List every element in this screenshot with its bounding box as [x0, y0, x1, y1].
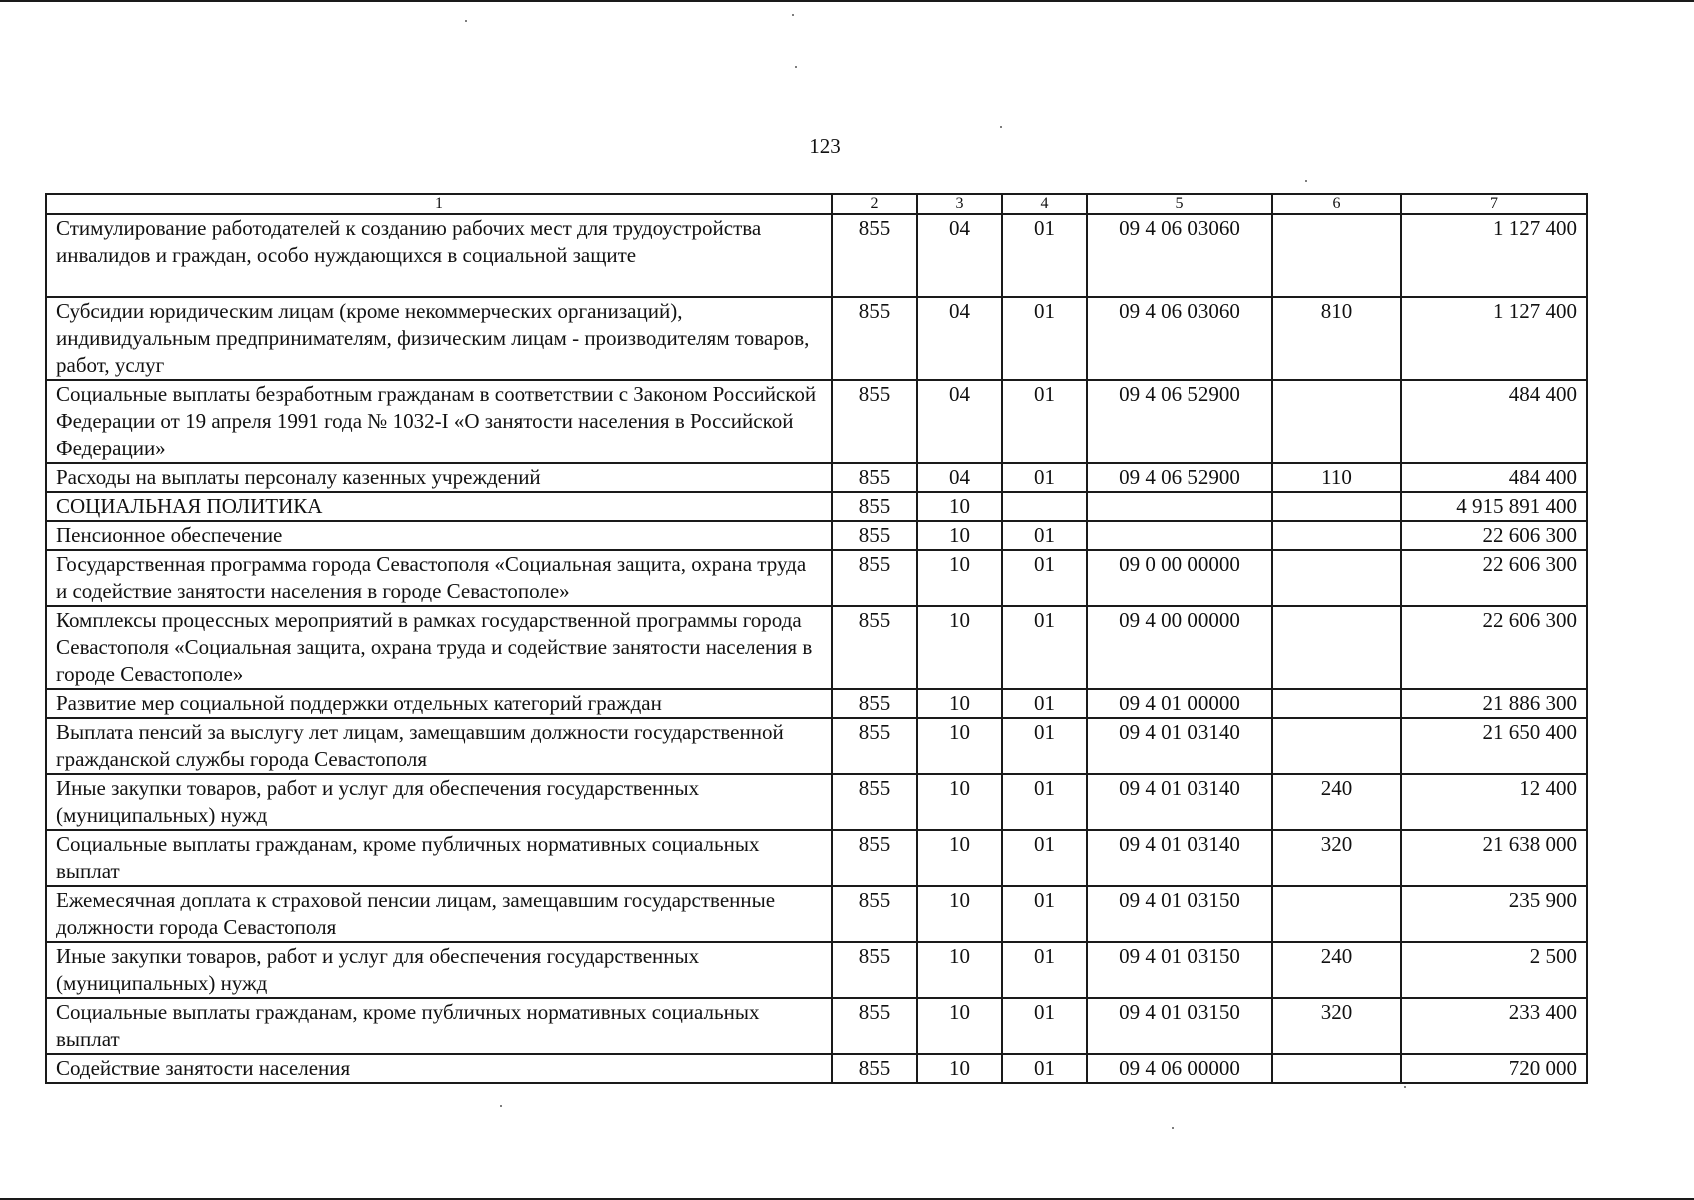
column-header: 4 [1002, 194, 1087, 214]
expense-type-code [1272, 689, 1401, 718]
expense-type-code [1272, 521, 1401, 550]
section-code: 04 [917, 214, 1002, 297]
budget-table [45, 193, 1588, 1084]
amount: 4 915 891 400 [1401, 492, 1587, 521]
admin-code: 855 [832, 550, 917, 606]
row-description: Пенсионное обеспечение [46, 521, 832, 550]
section-code: 10 [917, 718, 1002, 774]
table-row [46, 942, 1587, 998]
subsection-code: 01 [1002, 886, 1087, 942]
table-header-row [46, 194, 1587, 214]
section-code: 10 [917, 942, 1002, 998]
admin-code: 855 [832, 774, 917, 830]
expense-type-code [1272, 718, 1401, 774]
table-row [46, 718, 1587, 774]
column-header: 7 [1401, 194, 1587, 214]
amount: 22 606 300 [1401, 606, 1587, 689]
admin-code: 855 [832, 830, 917, 886]
scan-speck [1000, 126, 1002, 128]
target-article-code: 09 4 01 03140 [1087, 830, 1272, 886]
page-number: 123 [809, 134, 841, 158]
scan-speck [500, 1105, 502, 1107]
row-description: Государственная программа города Севастополя «Социальная защита, охрана труда и содействие занятости населения в городе Севастополе» [46, 550, 832, 606]
row-description: Ежемесячная доплата к страховой пенсии лицам, замещавшим государственные должности города Севастополя [46, 886, 832, 942]
target-article-code: 09 4 06 52900 [1087, 463, 1272, 492]
section-code: 10 [917, 550, 1002, 606]
target-article-code: 09 4 01 03150 [1087, 942, 1272, 998]
subsection-code: 01 [1002, 1054, 1087, 1083]
admin-code: 855 [832, 689, 917, 718]
subsection-code: 01 [1002, 380, 1087, 463]
column-header: 6 [1272, 194, 1401, 214]
amount: 21 886 300 [1401, 689, 1587, 718]
row-description: Содействие занятости населения [46, 1054, 832, 1083]
section-code: 10 [917, 521, 1002, 550]
subsection-code: 01 [1002, 830, 1087, 886]
amount: 1 127 400 [1401, 214, 1587, 297]
subsection-code: 01 [1002, 718, 1087, 774]
column-header: 5 [1087, 194, 1272, 214]
amount: 21 650 400 [1401, 718, 1587, 774]
expense-type-code: 240 [1272, 774, 1401, 830]
admin-code: 855 [832, 998, 917, 1054]
row-description: Расходы на выплаты персоналу казенных учреждений [46, 463, 832, 492]
admin-code: 855 [832, 297, 917, 380]
section-code: 04 [917, 297, 1002, 380]
expense-type-code [1272, 492, 1401, 521]
expense-type-code [1272, 606, 1401, 689]
table-row [46, 689, 1587, 718]
row-description: СОЦИАЛЬНАЯ ПОЛИТИКА [46, 492, 832, 521]
subsection-code: 01 [1002, 606, 1087, 689]
admin-code: 855 [832, 718, 917, 774]
amount: 2 500 [1401, 942, 1587, 998]
row-description: Социальные выплаты безработным гражданам в соответствии с Законом Российской Федерации от 19 апреля 1991 года № 1032-I «О занятости населения в Российской Федерации» [46, 380, 832, 463]
table-row [46, 774, 1587, 830]
subsection-code: 01 [1002, 297, 1087, 380]
table-row [46, 492, 1587, 521]
expense-type-code: 810 [1272, 297, 1401, 380]
target-article-code: 09 0 00 00000 [1087, 550, 1272, 606]
table-row [46, 463, 1587, 492]
scan-speck [465, 20, 467, 22]
target-article-code: 09 4 01 03150 [1087, 998, 1272, 1054]
target-article-code [1087, 521, 1272, 550]
scan-speck [1172, 1127, 1174, 1129]
section-code: 10 [917, 830, 1002, 886]
column-header: 1 [46, 194, 832, 214]
section-code: 04 [917, 463, 1002, 492]
amount: 22 606 300 [1401, 550, 1587, 606]
expense-type-code: 320 [1272, 998, 1401, 1054]
section-code: 10 [917, 998, 1002, 1054]
column-header: 2 [832, 194, 917, 214]
admin-code: 855 [832, 521, 917, 550]
admin-code: 855 [832, 942, 917, 998]
amount: 21 638 000 [1401, 830, 1587, 886]
amount: 1 127 400 [1401, 297, 1587, 380]
amount: 235 900 [1401, 886, 1587, 942]
target-article-code: 09 4 06 03060 [1087, 297, 1272, 380]
table-row [46, 521, 1587, 550]
target-article-code: 09 4 01 03150 [1087, 886, 1272, 942]
expense-type-code: 320 [1272, 830, 1401, 886]
admin-code: 855 [832, 606, 917, 689]
table-row [46, 1054, 1587, 1083]
table-row [46, 550, 1587, 606]
target-article-code: 09 4 01 00000 [1087, 689, 1272, 718]
target-article-code: 09 4 00 00000 [1087, 606, 1272, 689]
row-description: Иные закупки товаров, работ и услуг для обеспечения государственных (муниципальных) нужд [46, 774, 832, 830]
table-row [46, 214, 1587, 297]
expense-type-code: 240 [1272, 942, 1401, 998]
scan-speck [792, 14, 794, 16]
admin-code: 855 [832, 1054, 917, 1083]
column-header: 3 [917, 194, 1002, 214]
subsection-code: 01 [1002, 550, 1087, 606]
admin-code: 855 [832, 380, 917, 463]
admin-code: 855 [832, 463, 917, 492]
admin-code: 855 [832, 492, 917, 521]
section-code: 10 [917, 606, 1002, 689]
row-description: Субсидии юридическим лицам (кроме некоммерческих организаций), индивидуальным предпринимателям, физическим лицам - производителям товаров, работ, услуг [46, 297, 832, 380]
target-article-code: 09 4 06 00000 [1087, 1054, 1272, 1083]
table-row [46, 998, 1587, 1054]
section-code: 04 [917, 380, 1002, 463]
amount: 22 606 300 [1401, 521, 1587, 550]
section-code: 10 [917, 886, 1002, 942]
row-description: Комплексы процессных мероприятий в рамках государственной программы города Севастополя «Социальная защита, охрана труда и содействие занятости населения в городе Севастополе» [46, 606, 832, 689]
section-code: 10 [917, 492, 1002, 521]
scan-speck [795, 66, 797, 68]
scan-speck [1305, 180, 1307, 182]
subsection-code: 01 [1002, 214, 1087, 297]
amount: 484 400 [1401, 380, 1587, 463]
scan-speck [1404, 1086, 1406, 1088]
expense-type-code [1272, 886, 1401, 942]
row-description: Выплата пенсий за выслугу лет лицам, замещавшим должности государственной гражданской службы города Севастополя [46, 718, 832, 774]
page-top-edge [0, 0, 1694, 2]
admin-code: 855 [832, 886, 917, 942]
expense-type-code: 110 [1272, 463, 1401, 492]
admin-code: 855 [832, 214, 917, 297]
subsection-code: 01 [1002, 463, 1087, 492]
expense-type-code [1272, 550, 1401, 606]
table-row [46, 297, 1587, 380]
row-description: Иные закупки товаров, работ и услуг для обеспечения государственных (муниципальных) нужд [46, 942, 832, 998]
target-article-code: 09 4 01 03140 [1087, 718, 1272, 774]
table-row [46, 606, 1587, 689]
target-article-code: 09 4 01 03140 [1087, 774, 1272, 830]
subsection-code: 01 [1002, 942, 1087, 998]
expense-type-code [1272, 1054, 1401, 1083]
row-description: Социальные выплаты гражданам, кроме публичных нормативных социальных выплат [46, 998, 832, 1054]
subsection-code [1002, 492, 1087, 521]
row-description: Стимулирование работодателей к созданию рабочих мест для трудоустройства инвалидов и граждан, особо нуждающихся в социальной защите [46, 214, 832, 297]
amount: 12 400 [1401, 774, 1587, 830]
amount: 233 400 [1401, 998, 1587, 1054]
target-article-code: 09 4 06 03060 [1087, 214, 1272, 297]
row-description: Развитие мер социальной поддержки отдельных категорий граждан [46, 689, 832, 718]
subsection-code: 01 [1002, 689, 1087, 718]
amount: 720 000 [1401, 1054, 1587, 1083]
expense-type-code [1272, 380, 1401, 463]
section-code: 10 [917, 1054, 1002, 1083]
section-code: 10 [917, 774, 1002, 830]
table-row [46, 886, 1587, 942]
section-code: 10 [917, 689, 1002, 718]
subsection-code: 01 [1002, 998, 1087, 1054]
amount: 484 400 [1401, 463, 1587, 492]
table-row [46, 380, 1587, 463]
target-article-code [1087, 492, 1272, 521]
row-description: Социальные выплаты гражданам, кроме публичных нормативных социальных выплат [46, 830, 832, 886]
subsection-code: 01 [1002, 521, 1087, 550]
table-row [46, 830, 1587, 886]
target-article-code: 09 4 06 52900 [1087, 380, 1272, 463]
subsection-code: 01 [1002, 774, 1087, 830]
expense-type-code [1272, 214, 1401, 297]
